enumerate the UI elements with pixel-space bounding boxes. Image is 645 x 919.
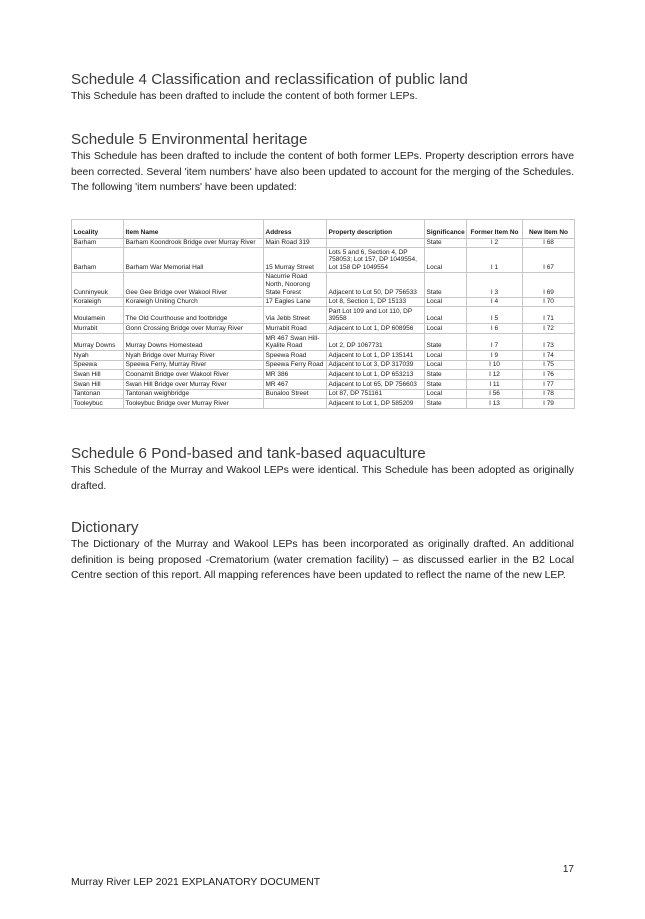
cell-significance: Local (425, 360, 467, 370)
cell-locality: Koraleigh (72, 297, 124, 307)
column-header-address: Address (264, 220, 327, 239)
cell-former-item-no: I 13 (467, 399, 523, 409)
cell-item-name: Swan Hill Bridge over Murray River (124, 380, 264, 390)
column-header-former-item-no: Former Item No (467, 220, 523, 239)
table-row (72, 334, 575, 351)
cell-item-name: The Old Courthouse and footbridge (124, 307, 264, 324)
cell-locality: Tantonan (72, 389, 124, 399)
cell-property-description: Lot 8, Section 1, DP 15133 (327, 297, 425, 307)
cell-property-description: Adjacent to Lot 1, DP 608956 (327, 324, 425, 334)
table-row (72, 324, 575, 334)
cell-significance: State (425, 238, 467, 248)
cell-property-description: Adjacent to Lot 50, DP 756533 (327, 272, 425, 297)
cell-locality: Barham (72, 248, 124, 273)
cell-item-name: Speewa Ferry, Murray River (124, 360, 264, 370)
table-row (72, 248, 575, 273)
cell-new-item-no: I 76 (523, 370, 575, 380)
cell-item-name: Barham War Memorial Hall (124, 248, 264, 273)
cell-item-name: Gonn Crossing Bridge over Murray River (124, 324, 264, 334)
cell-former-item-no: I 2 (467, 238, 523, 248)
cell-item-name: Koraleigh Uniting Church (124, 297, 264, 307)
heritage-table-container (71, 219, 574, 409)
dictionary-body: The Dictionary of the Murray and Wakool LEPs has been incorporated as originally drafted. An additional definition is being proposed -Crematorium (water cremation facility) – as discussed earlier in the B2 Local Centre section of this report. All mapping references have been updated to reflect the name of the new LEP. (71, 539, 574, 582)
cell-property-description: Lots 5 and 6, Section 4, DP 758053; Lot 157, DP 1049554, Lot 158 DP 1049554 (327, 248, 425, 273)
cell-new-item-no: I 79 (523, 399, 575, 409)
cell-new-item-no: I 75 (523, 360, 575, 370)
cell-locality: Tooleybuc (72, 399, 124, 409)
cell-property-description (327, 238, 425, 248)
cell-item-name: Nyah Bridge over Murray River (124, 351, 264, 361)
cell-significance: State (425, 272, 467, 297)
cell-locality: Barham (72, 238, 124, 248)
column-header-significance: Significance (425, 220, 467, 239)
column-header-item-name: Item Name (124, 220, 264, 239)
table-row (72, 370, 575, 380)
cell-new-item-no: I 73 (523, 334, 575, 351)
cell-property-description: Adjacent to Lot 1, DP 585209 (327, 399, 425, 409)
cell-address: Via Jebb Street (264, 307, 327, 324)
cell-address: Murrabit Road (264, 324, 327, 334)
cell-significance: Local (425, 324, 467, 334)
cell-address: MR 467 Swan Hill-Kyalite Road (264, 334, 327, 351)
cell-former-item-no: I 3 (467, 272, 523, 297)
cell-former-item-no: I 12 (467, 370, 523, 380)
cell-address: Main Road 319 (264, 238, 327, 248)
table-row (72, 360, 575, 370)
cell-locality: Swan Hill (72, 370, 124, 380)
schedule-6-section (71, 445, 574, 494)
cell-item-name: Tooleybuc Bridge over Murray River (124, 399, 264, 409)
cell-significance: Local (425, 307, 467, 324)
cell-significance: Local (425, 297, 467, 307)
cell-item-name: Gee Gee Bridge over Wakool River (124, 272, 264, 297)
heritage-table (71, 219, 575, 409)
cell-address: MR 386 (264, 370, 327, 380)
table-row (72, 380, 575, 390)
column-header-locality: Locality (72, 220, 124, 239)
cell-significance: State (425, 399, 467, 409)
schedule-6-heading: Schedule 6 Pond-based and tank-based aquaculture (71, 445, 426, 462)
cell-locality: Speewa (72, 360, 124, 370)
schedule-5-heading: Schedule 5 Environmental heritage (71, 131, 308, 148)
table-header-row (72, 220, 575, 239)
cell-former-item-no: I 10 (467, 360, 523, 370)
table-row (72, 272, 575, 297)
cell-property-description: Adjacent to Lot 1, DP 653213 (327, 370, 425, 380)
page-number: 17 (562, 864, 574, 875)
cell-address: 15 Murray Street (264, 248, 327, 273)
cell-former-item-no: I 9 (467, 351, 523, 361)
cell-property-description: Adjacent to Lot 65, DP 756603 (327, 380, 425, 390)
heritage-table-body (72, 238, 575, 408)
cell-address: 17 Eagles Lane (264, 297, 327, 307)
table-row (72, 351, 575, 361)
schedule-4-body: This Schedule has been drafted to include the content of both former LEPs. (71, 91, 418, 102)
cell-new-item-no: I 72 (523, 324, 575, 334)
cell-property-description: Adjacent to Lot 3, DP 317039 (327, 360, 425, 370)
table-row (72, 307, 575, 324)
table-row (72, 389, 575, 399)
cell-new-item-no: I 67 (523, 248, 575, 273)
cell-locality: Murray Downs (72, 334, 124, 351)
cell-address: Bunaloo Street (264, 389, 327, 399)
cell-former-item-no: I 5 (467, 307, 523, 324)
cell-property-description: Adjacent to Lot 1, DP 135141 (327, 351, 425, 361)
table-row (72, 297, 575, 307)
cell-item-name: Tantonan weighbridge (124, 389, 264, 399)
table-row (72, 399, 575, 409)
table-row (72, 238, 575, 248)
cell-address (264, 399, 327, 409)
cell-new-item-no: I 68 (523, 238, 575, 248)
cell-address: Speewa Ferry Road (264, 360, 327, 370)
cell-address: MR 467 (264, 380, 327, 390)
cell-item-name: Coonamit Bridge over Wakool River (124, 370, 264, 380)
cell-item-name: Barham Koondrook Bridge over Murray River (124, 238, 264, 248)
cell-locality: Nyah (72, 351, 124, 361)
cell-locality: Moulamein (72, 307, 124, 324)
cell-new-item-no: I 78 (523, 389, 575, 399)
cell-significance: State (425, 380, 467, 390)
cell-locality: Cunninyeuk (72, 272, 124, 297)
cell-significance: Local (425, 351, 467, 361)
schedule-4-section (71, 71, 574, 105)
footer-document-title: Murray River LEP 2021 EXPLANATORY DOCUMENT (71, 877, 321, 888)
dictionary-heading: Dictionary (71, 519, 139, 536)
cell-significance: Local (425, 248, 467, 273)
cell-new-item-no: I 74 (523, 351, 575, 361)
cell-former-item-no: I 4 (467, 297, 523, 307)
cell-significance: Local (425, 389, 467, 399)
schedule-5-body: This Schedule has been drafted to include the content of both former LEPs. Property description errors have been corrected. Several 'item numbers' have also been updated to account for the merging of the Schedules. The following 'item numbers' have been updated: (71, 151, 574, 194)
cell-former-item-no: I 56 (467, 389, 523, 399)
cell-former-item-no: I 6 (467, 324, 523, 334)
cell-property-description: Lot 2, DP 1067731 (327, 334, 425, 351)
cell-significance: State (425, 370, 467, 380)
cell-locality: Swan Hill (72, 380, 124, 390)
schedule-6-body: This Schedule of the Murray and Wakool LEPs were identical. This Schedule has been adopted as originally drafted. (71, 465, 574, 492)
cell-former-item-no: I 7 (467, 334, 523, 351)
schedule-5-section (71, 131, 574, 196)
cell-new-item-no: I 69 (523, 272, 575, 297)
schedule-4-heading: Schedule 4 Classification and reclassification of public land (71, 71, 468, 88)
cell-property-description: Lot 87, DP 751161 (327, 389, 425, 399)
cell-locality: Murrabit (72, 324, 124, 334)
cell-address: Nacurrie Road North, Noorong State Forest (264, 272, 327, 297)
cell-significance: State (425, 334, 467, 351)
dictionary-section (71, 519, 574, 584)
cell-new-item-no: I 71 (523, 307, 575, 324)
cell-former-item-no: I 1 (467, 248, 523, 273)
cell-item-name: Murray Downs Homestead (124, 334, 264, 351)
cell-new-item-no: I 70 (523, 297, 575, 307)
column-header-property-description: Property description (327, 220, 425, 239)
cell-former-item-no: I 11 (467, 380, 523, 390)
cell-new-item-no: I 77 (523, 380, 575, 390)
column-header-new-item-no: New Item No (523, 220, 575, 239)
cell-address: Speewa Road (264, 351, 327, 361)
cell-property-description: Part Lot 109 and Lot 110, DP 39558 (327, 307, 425, 324)
